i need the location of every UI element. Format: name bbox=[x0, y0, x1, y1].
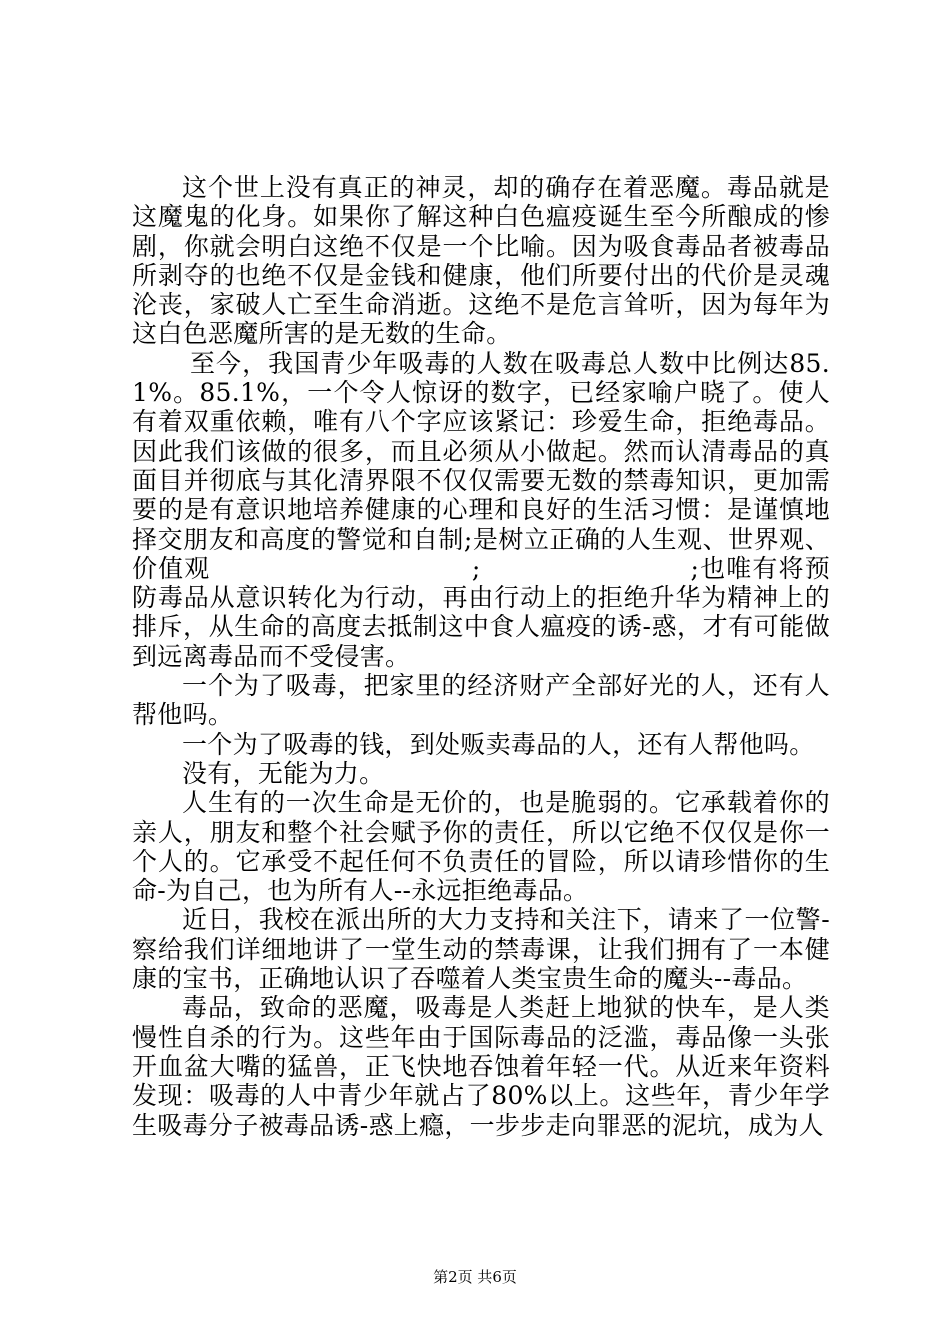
paragraph-6: 人生有的一次生命是无价的，也是脆弱的。它承载着你的亲人，朋友和整个社会赋予你的责任，所以它绝不仅仅是你一个人的。它承受不起任何不负责任的冒险，所以请珍惜你的生命-为自己，也为所有人--永远拒绝毒品。 bbox=[132, 788, 830, 906]
paragraph-3: 一个为了吸毒，把家里的经济财产全部好光的人，还有人帮他吗。 bbox=[132, 671, 830, 730]
paragraph-7: 近日，我校在派出所的大力支持和关注下，请来了一位警-察给我们详细地讲了一堂生动的禁毒课，让我们拥有了一本健康的宝书，正确地认识了吞噬着人类宝贵生命的魔头--毒品。 bbox=[132, 905, 830, 994]
paragraph-2: 至今，我国青少年吸毒的人数在吸毒总人数中比例达85.1%。85.1%，一个令人惊讶的数字，已经家喻户晓了。使人有着双重依赖，唯有八个字应该紧记：珍爱生命，拒绝毒品。因此我们该做的很多，而且必须从小做起。然而认清毒品的真面目并彻底与其化清界限不仅仅需要无数的禁毒知识，更加需要的是有意识地培养健康的心理和良好的生活习惯：是谨慎地择交朋友和高度的警觉和自制;是树立正确的人生观、世界观、价值观 ; ;也唯有将预防毒品从意识转化为行动，再由行动上的拒绝升华为精神上的排斥，从生命的高度去抵制这中食人瘟疫的诱-惑，才有可能做到远离毒品而不受侵害。 bbox=[132, 348, 830, 671]
page-number-footer: 第2页 共6页 bbox=[433, 1268, 517, 1286]
body-text bbox=[132, 173, 830, 1140]
paragraph-8: 毒品，致命的恶魔，吸毒是人类赶上地狱的快车，是人类慢性自杀的行为。这些年由于国际毒品的泛滥，毒品像一头张开血盆大嘴的猛兽，正飞快地吞蚀着年轻一代。从近来年资料发现：吸毒的人中青少年就占了80%以上。这些年，青少年学生吸毒分子被毒品诱-惑上瘾，一步步走向罪恶的泥坑，成为人 bbox=[132, 993, 830, 1140]
paragraph-4: 一个为了吸毒的钱，到处贩卖毒品的人，还有人帮他吗。 bbox=[182, 729, 815, 759]
paragraph-5: 没有，无能为力。 bbox=[182, 758, 385, 788]
paragraph-1: 这个世上没有真正的神灵，却的确存在着恶魔。毒品就是这魔鬼的化身。如果你了解这种白色瘟疫诞生至今所酿成的惨剧，你就会明白这绝不仅是一个比喻。因为吸食毒品者被毒品所剥夺的也绝不仅是金钱和健康，他们所要付出的代价是灵魂沦丧，家破人亡至生命消逝。这绝不是危言耸听，因为每年为这白色恶魔所害的是无数的生命。 bbox=[132, 173, 830, 349]
